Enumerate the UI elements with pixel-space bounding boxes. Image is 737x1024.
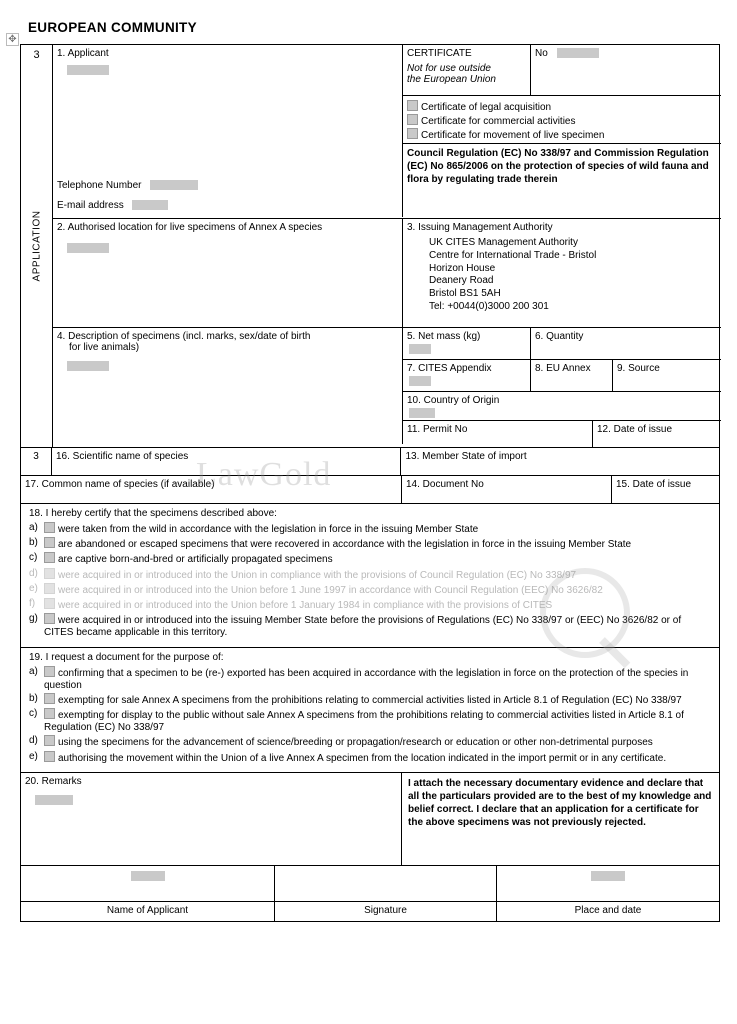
field-4-value[interactable] xyxy=(67,361,109,371)
field-1-label: 1. Applicant xyxy=(57,48,109,59)
certificate-no-value[interactable] xyxy=(557,48,599,58)
field-4-label-line2: for live animals) xyxy=(69,342,140,353)
checkbox-icon[interactable] xyxy=(44,708,55,719)
field-13-label: 13. Member State of import xyxy=(405,451,527,462)
section-18-item-g[interactable] xyxy=(29,613,711,639)
field-20-value[interactable] xyxy=(35,795,73,805)
field-11-label: 11. Permit No xyxy=(407,424,468,435)
email-row xyxy=(57,200,397,211)
field-16-label: 16. Scientific name of species xyxy=(55,451,189,462)
field-12-label: 12. Date of issue xyxy=(597,424,673,435)
section-18-item-f[interactable] xyxy=(29,598,711,612)
regulation-text: Council Regulation (EC) No 338/97 and Commission Regulation (EC) No 865/2006 on the protection of species of wild fauna and flora by regulating trade therein xyxy=(407,148,709,185)
application-side-strip xyxy=(21,45,53,447)
item-text: were taken from the wild in accordance with the legislation in force in the issuing Member State xyxy=(58,524,479,535)
field-8-label: 8. EU Annex xyxy=(535,363,591,374)
issuing-authority-address xyxy=(429,237,717,314)
item-letter: a) xyxy=(29,665,38,677)
field-15-label: 15. Date of issue xyxy=(616,479,692,490)
section-18-item-b[interactable] xyxy=(29,537,711,551)
label-place-and-date: Place and date xyxy=(574,904,642,916)
checkbox-icon[interactable] xyxy=(44,598,55,609)
checkbox-icon[interactable] xyxy=(44,537,55,548)
item-text: confirming that a specimen to be (re-) exported has been acquired in accordance with the legislation in force on the protection of the species in question xyxy=(44,667,689,691)
checkbox-icon[interactable] xyxy=(407,100,418,111)
section-19-item-b[interactable] xyxy=(29,693,711,707)
section-18-item-a[interactable] xyxy=(29,522,711,536)
item-text: exempting for display to the public without sale Annex A specimens from the prohibitions relating to commercial activities listed in Article 8.1 of Regulation (EC) No 338/97 xyxy=(44,710,684,734)
field-1-applicant[interactable] xyxy=(53,45,403,217)
field-6-quantity[interactable] xyxy=(531,328,721,359)
field-17-common-name[interactable] xyxy=(21,476,402,503)
fields-5-12-grid xyxy=(403,328,721,447)
field-10-country-of-origin[interactable] xyxy=(403,392,721,420)
field-7-cites-appendix[interactable] xyxy=(403,360,531,391)
row-applicant-certificate xyxy=(53,45,721,218)
item-text: were acquired in or introduced into the Union before 1 June 1997 in accordance with Council Regulation (EEC) No 3626/82 xyxy=(58,584,603,596)
place-and-date-value[interactable] xyxy=(591,871,625,881)
field-4-label-line1: 4. Description of specimens (incl. marks, sex/date of birth xyxy=(57,331,311,342)
item-text: were acquired in or introduced into the issuing Member State before the provisions of Regulations (EC) No 338/97 or (EEC) No 3626/82 or of CITES became applicable in this territory. xyxy=(44,615,682,639)
field-7-label: 7. CITES Appendix xyxy=(407,363,492,374)
checkbox-icon[interactable] xyxy=(44,735,55,746)
field-2-authorised-location[interactable] xyxy=(53,219,403,327)
field-8-eu-annex[interactable] xyxy=(531,360,613,391)
field-11-permit-no[interactable] xyxy=(403,421,593,447)
application-form xyxy=(20,44,720,922)
field-1-value[interactable] xyxy=(67,65,109,75)
checkbox-icon[interactable] xyxy=(44,751,55,762)
field-15-date-of-issue[interactable] xyxy=(612,476,719,503)
section-18-item-e[interactable] xyxy=(29,583,711,597)
declaration-cell xyxy=(402,773,719,865)
field-9-label: 9. Source xyxy=(617,363,660,374)
section-19-item-c[interactable] xyxy=(29,708,711,734)
field-16-scientific-name[interactable] xyxy=(52,448,402,475)
label-signature: Signature xyxy=(275,902,497,921)
item-text: are abandoned or escaped specimens that were recovered in accordance with the legislation in force in the issuing Member State xyxy=(58,539,632,551)
field-12-date-of-issue[interactable] xyxy=(593,421,721,447)
field-3-issuing-authority xyxy=(403,219,721,327)
item-letter: c) xyxy=(29,708,38,720)
certificate-option-label: Certificate of legal acquisition xyxy=(421,102,552,113)
section-19-heading: 19. I request a document for the purpose of: xyxy=(29,651,224,663)
checkbox-icon[interactable] xyxy=(407,128,418,139)
certificate-no-label: No xyxy=(535,48,548,59)
authority-line: UK CITES Management Authority xyxy=(429,237,578,248)
checkbox-icon[interactable] xyxy=(44,522,55,533)
field-20-remarks[interactable] xyxy=(21,773,402,865)
email-label: E-mail address xyxy=(57,200,124,211)
field-5-value[interactable] xyxy=(409,344,431,354)
field-6-label: 6. Quantity xyxy=(535,331,584,342)
section-19 xyxy=(21,647,719,772)
row-permit-issue xyxy=(403,421,721,447)
certificate-option-commercial-activities[interactable] xyxy=(407,114,717,127)
regulation-text-cell xyxy=(403,144,721,218)
item-letter: g) xyxy=(29,613,38,625)
email-value[interactable] xyxy=(132,200,168,210)
place-and-date-box[interactable] xyxy=(497,866,719,901)
field-14-document-no[interactable] xyxy=(402,476,612,503)
section-19-item-d[interactable] xyxy=(29,735,711,749)
field-17-label: 17. Common name of species (if available) xyxy=(25,479,215,490)
row-scientific-name xyxy=(21,447,719,475)
certificate-option-label: Certificate for commercial activities xyxy=(421,116,576,127)
item-letter: b) xyxy=(29,537,38,549)
item-letter: e) xyxy=(29,750,38,762)
authority-line: Centre for International Trade - Bristol xyxy=(429,249,597,261)
section-19-item-a[interactable] xyxy=(29,666,711,692)
checkbox-icon[interactable] xyxy=(44,552,55,563)
field-10-value[interactable] xyxy=(409,408,435,418)
checkbox-icon[interactable] xyxy=(407,114,418,125)
declaration-text: I attach the necessary documentary evidence and declare that all the particulars provided are to the best of my knowledge and belief correct. I declare that an application for a certificate for the above specimens was not previously rejected. xyxy=(408,777,712,829)
item-text: authorising the movement within the Union of a live Annex A specimen from the location indicated in the import permit or in any certificate. xyxy=(58,752,667,764)
field-14-label: 14. Document No xyxy=(406,479,484,490)
checkbox-icon[interactable] xyxy=(44,666,55,677)
move-handle-icon[interactable]: ✥ xyxy=(6,33,19,46)
field-2-label: 2. Authorised location for live specimens of Annex A species xyxy=(57,222,323,233)
row-mass-quantity xyxy=(403,328,721,360)
signature-box[interactable] xyxy=(275,866,497,901)
item-letter: f) xyxy=(29,597,36,609)
item-text: were acquired in or introduced into the Union in compliance with the provisions of Council Regulation (EC) No 338/97 xyxy=(58,569,577,581)
field-5-net-mass[interactable] xyxy=(403,328,531,359)
watermark-text: LawGold xyxy=(196,456,332,493)
checkbox-icon[interactable] xyxy=(44,693,55,704)
certificate-title-cell xyxy=(403,45,531,95)
section-18-item-d[interactable] xyxy=(29,568,711,582)
authority-line: Bristol BS1 5AH xyxy=(429,288,501,300)
telephone-row xyxy=(57,180,397,191)
certificate-option-legal-acquisition[interactable] xyxy=(407,100,717,113)
item-text: exempting for sale Annex A specimens from the prohibitions relating to commercial activities listed in Article 8.1 of Regulation (EC) No 338/97 xyxy=(58,694,682,706)
certificate-notice-line2: the European Union xyxy=(407,74,496,85)
section-18 xyxy=(21,503,719,647)
certificate-panel xyxy=(403,45,721,218)
certificate-no-cell[interactable] xyxy=(531,45,721,95)
field-20-label: 20. Remarks xyxy=(25,775,82,787)
checkbox-icon[interactable] xyxy=(44,568,55,579)
page-title: EUROPEAN COMMUNITY xyxy=(28,20,197,35)
name-of-applicant-value[interactable] xyxy=(131,871,165,881)
row-remarks-declaration xyxy=(21,772,719,865)
field-5-label: 5. Net mass (kg) xyxy=(407,331,481,342)
authority-line: Horizon House xyxy=(429,262,496,274)
certificate-options xyxy=(403,96,721,144)
row-location-authority xyxy=(53,218,721,327)
certificate-notice-line1: Not for use outside xyxy=(407,63,491,74)
field-3-label: 3. Issuing Management Authority xyxy=(407,222,553,233)
row-country-origin xyxy=(403,392,721,421)
field-2-value[interactable] xyxy=(67,243,109,253)
field-10-label: 10. Country of Origin xyxy=(407,395,500,406)
item-letter: d) xyxy=(29,567,38,579)
certificate-header xyxy=(403,45,721,96)
field-7-value[interactable] xyxy=(409,376,431,386)
signature-boxes-row xyxy=(21,865,719,901)
item-letter: d) xyxy=(29,735,38,747)
label-name-of-applicant: Name of Applicant xyxy=(21,902,275,921)
item-text: using the specimens for the advancement of science/breeding or propagation/research or education or other non-detrimental purposes xyxy=(58,737,653,749)
item-letter: c) xyxy=(29,552,38,564)
application-block xyxy=(21,45,719,447)
item-text: are captive born-and-bred or artificially propagated specimens xyxy=(58,554,333,566)
section-18-item-c[interactable] xyxy=(29,552,711,566)
field-4-description[interactable] xyxy=(53,328,403,444)
section-marker-second: 3 xyxy=(21,448,52,475)
section-19-item-e[interactable] xyxy=(29,751,711,765)
section-18-heading: 18. I hereby certify that the specimens described above: xyxy=(29,508,277,519)
item-letter: e) xyxy=(29,582,38,594)
telephone-label: Telephone Number xyxy=(57,180,142,191)
certificate-option-label: Certificate for movement of live specimen xyxy=(421,130,605,141)
item-letter: b) xyxy=(29,692,38,704)
name-of-applicant-box[interactable] xyxy=(21,866,275,901)
row-appendix-annex-source xyxy=(403,360,721,392)
checkbox-icon[interactable] xyxy=(44,613,55,624)
row-common-name xyxy=(21,475,719,503)
item-letter: a) xyxy=(29,522,38,533)
section-marker-top: 3 xyxy=(33,49,40,61)
authority-line: Tel: +0044(0)3000 200 301 xyxy=(429,300,549,312)
field-9-source[interactable] xyxy=(613,360,721,391)
signature-labels-row xyxy=(21,901,719,921)
vertical-label-application: APPLICATION xyxy=(31,210,42,282)
checkbox-icon[interactable] xyxy=(44,583,55,594)
field-13-member-state-import[interactable] xyxy=(401,448,719,475)
item-text: were acquired in or introduced into the Union before 1 January 1984 in compliance with the provisions of CITES xyxy=(58,599,553,611)
telephone-value[interactable] xyxy=(150,180,198,190)
certificate-option-movement-live-specimen[interactable] xyxy=(407,128,717,141)
authority-line: Deanery Road xyxy=(429,275,494,287)
certificate-label: CERTIFICATE xyxy=(407,48,472,59)
row-description-details xyxy=(53,327,721,447)
